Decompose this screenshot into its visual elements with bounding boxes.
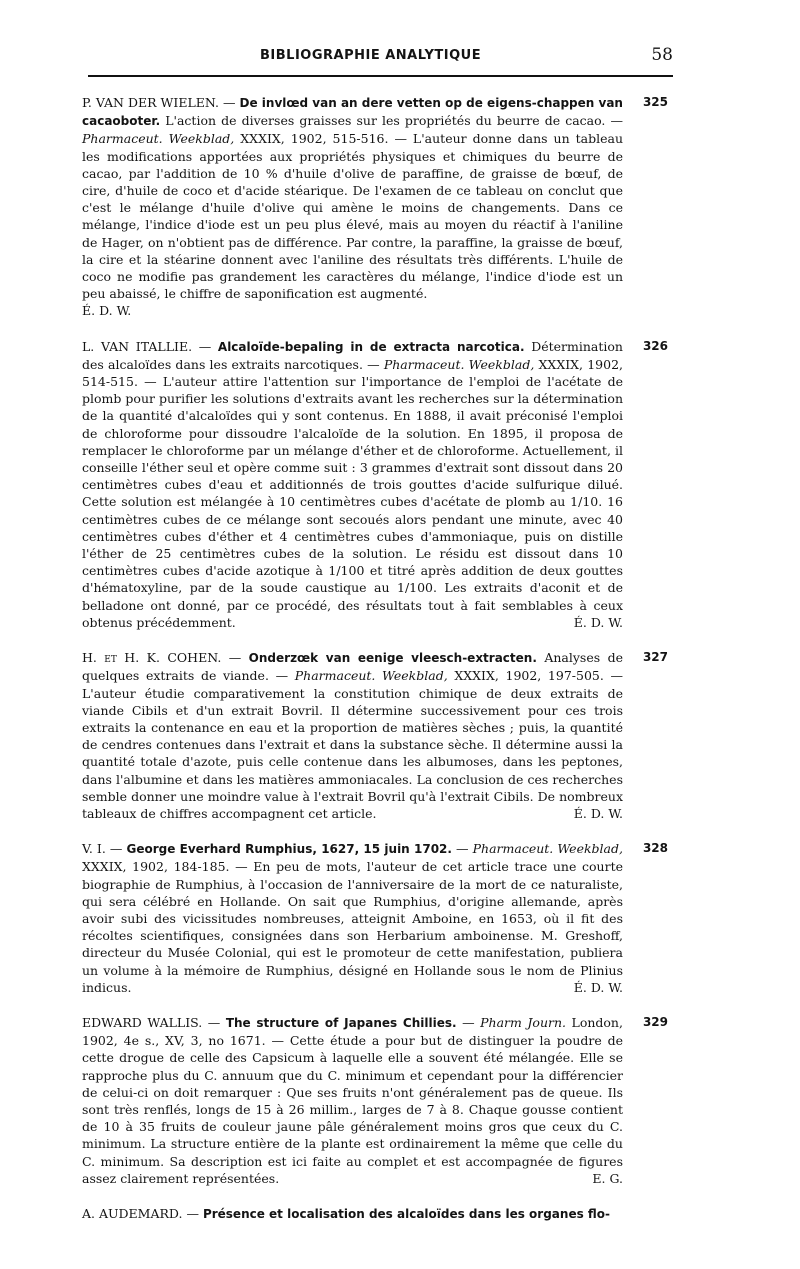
entry-text xyxy=(82,1014,668,1187)
entry-number: 326 xyxy=(637,338,668,355)
entry-body: London, 1902, 4e s., XV, 3, no 1671. — Cette étude a pour but de distinguer la poudre de cette drogue de celle des Capsicum à laquelle elle a souvent été mélangée. Elle se rapproche plus du C. annuum que du C. minimum et cependant pour la différencier de celui-ci on doit remarquer : Que ses fruits n'ont généralement pas de queue. Ils sont très renflés, longs de 15 à 26 millim., larges de 7 à 8. Chaque gousse contient de 10 à 35 fruits de couleur jaune pâle généralement moins gros que ceux du C. minimum. La structure entière de la plante est ordinairement la même que celle du C. minimum. Sa description est ici faite au complet et est accompagnée de figures assez clairement représentées. xyxy=(82,1014,623,1186)
entry-number: 327 xyxy=(637,649,668,666)
entry-signature: É. D. W. xyxy=(573,979,623,995)
entry-text xyxy=(82,649,668,822)
entry-author: H. et H. K. COHEN. — xyxy=(82,650,242,666)
entry-journal: Pharm Journ. xyxy=(480,1014,566,1030)
entry-body: XXXIX, 1902, 197-505. — L'auteur étudie comparativement la constitution chimique de deux extraits de viande Cibils et d'un extrait Bovril. Il détermine successivement pour ces trois extraits la contenance en eau et la proportion de matières sèches ; puis, la quantité de cendres contenues dans l'extrait et dans la substance sèche. Il détermine aussi la quantité totale d'azote, puis celle contenue dans les albumoses, dans les peptones, dans l'albumine et dans les matières ammoniacales. La conclusion de ces recherches semble donner une moindre value à l'extrait Bovril qu'à l'extrait Cibils. De nombreux tableaux de chiffres accompagnent cet article. xyxy=(82,668,623,821)
entry-author: L. VAN ITALLIE. — xyxy=(82,338,212,354)
entry-body: XXXIX, 1902, 184-185. — En peu de mots, l'auteur de cet article trace une courte biographie de Rumphius, à l'occasion de l'anniversaire de la mort de ce naturaliste, qui sera célébré en Hollande. On sait que Rumphius, d'origine allemande, après avoir subi des vicissitudes nombreuses, atteignit Amboine, en 1653, où il fit des récoltes scientifiques, consignées dans son Herbarium amboinense. M. Greshoff, directeur du Musée Colonial, qui est le promoteur de cette manifestation, publiera un volume à la mémoire de Rumphius, désigné en Hollande sous le nom de Plinius indicus. xyxy=(82,859,623,995)
bibliography-entries xyxy=(82,94,668,1241)
entry-signature: É. D. W. xyxy=(573,805,623,821)
bibliography-entry-329 xyxy=(82,1014,668,1187)
entry-title: Alcaloïde-bepaling in de extracta narcotica. xyxy=(217,339,525,354)
entry-translation: Analyses de quelques extraits de viande. — xyxy=(82,650,623,684)
entry-title: Présence et localisation des alcaloïdes dans les organes flo- xyxy=(202,1206,611,1221)
entry-title: George Everhard Rumphius, 1627, 15 juin 1702. xyxy=(126,842,452,857)
entry-author: A. AUDEMARD. — xyxy=(82,1205,199,1221)
entry-text xyxy=(82,840,668,996)
bibliography-entry-audemard xyxy=(82,1205,668,1223)
page-number: 58 xyxy=(651,45,673,65)
entry-text xyxy=(82,94,668,302)
entry-text xyxy=(82,338,668,631)
entry-translation: — xyxy=(462,1014,475,1030)
entry-journal: Pharmaceut. Weekblad, xyxy=(294,668,448,684)
entry-translation: — xyxy=(456,841,469,857)
entry-body: XXXIX, 1902, 514-515. — L'auteur attire l'attention sur l'importance de l'emploi de l'acétate de plomb pour purifier les solutions d'extraits avant les recherches sur la détermination de la quantité d'alcaloïdes qui y sont contenus. En 1888, il avait préconisé l'emploi de chloroforme pour dissoudre l'alcaloïde de la solution. En 1895, il proposa de remplacer le chloroforme par un mélange d'éther et de chloroforme. Actuellement, il conseille l'éther seul et opère comme suit : 3 grammes d'extrait sont dissout dans 20 centimètres cubes d'eau et additionnés de trois gouttes d'acide sulfurique dilué. Cette solution est mélangée à 10 centimètres cubes d'acétate de plomb au 1/10. 16 centimètres cubes de ce mélange sont secoués alors pendant une minute, avec 40 centimètres cubes d'éther et 4 centimètres cubes d'ammoniaque, puis on distille l'éther de 25 centimètres cubes de la solution. Le résidu est dissout dans 10 centimètres cubes d'acide azotique à 1/100 et titré après addition de deux gouttes d'hématoxyline, par de la soude caustique au 1/100. Les extraits d'aconit et de belladone ont donné, par ce procédé, des résultats tout à fait semblables à ceux obtenus précédemment. xyxy=(82,356,623,630)
entry-signature: É. D. W. xyxy=(573,614,623,630)
entry-number: 325 xyxy=(637,94,668,111)
entry-title: The structure of Japanes Chillies. xyxy=(225,1015,457,1030)
entry-title: De invlœd van an dere vetten op de eigens-chappen van cacaoboter. xyxy=(82,96,623,129)
entry-translation: L'action de diverses graisses sur les propriétés du beurre de cacao. — xyxy=(165,113,623,129)
entry-journal: Pharmaceut. Weekblad, xyxy=(383,356,535,372)
bibliography-entry-327 xyxy=(82,649,668,822)
bibliography-entry-328 xyxy=(82,840,668,996)
entry-number: 328 xyxy=(637,840,668,857)
entry-number: 329 xyxy=(637,1014,668,1031)
entry-journal: Pharmaceut. Weekblad, xyxy=(472,841,623,857)
entry-text xyxy=(82,1205,668,1223)
header-rule xyxy=(88,75,673,77)
bibliography-entry-326 xyxy=(82,338,668,631)
entry-body: XXXIX, 1902, 515-516. — L'auteur donne dans un tableau les modifications apportées aux propriétés physiques et chimiques du beurre de cacao, par l'addition de 10 % d'huile d'olive de paraffine, de graisse de bœuf, de cire, d'huile de coco et d'acide stéarique. De l'examen de ce tableau on conclut que c'est le mélange d'huile d'olive qui amène le moins de changements. Dans ce mélange, l'indice d'iode est un peu plus élevé, mais au moyen du réactif à l'aniline de Hager, on n'obtient pas de différence. Par contre, la paraffine, la graisse de bœuf, la cire et la stéarine donnent avec l'aniline des résultats très différents. L'huile de coco ne modifie pas grandement les caractères du mélange, l'indice d'iode est un peu abaissé, le chiffre de saponification est augmenté. xyxy=(82,131,623,302)
entry-author: P. VAN DER WIELEN. — xyxy=(82,95,236,110)
running-title: BIBLIOGRAPHIE ANALYTIQUE xyxy=(260,48,482,63)
entry-author: V. I. — xyxy=(82,841,123,857)
entry-signature: E. G. xyxy=(592,1170,623,1186)
bibliography-entry-325 xyxy=(82,94,668,320)
entry-title: Onderzœk van eenige vleesch-extracten. xyxy=(248,651,537,666)
entry-author: EDWARD WALLIS. — xyxy=(82,1014,221,1030)
entry-journal: Pharmaceut. Weekblad, xyxy=(82,131,235,147)
entry-translation: Détermination des alcaloïdes dans les extraits narcotiques. — xyxy=(82,338,623,372)
entry-signature: É. D. W. xyxy=(82,303,132,319)
